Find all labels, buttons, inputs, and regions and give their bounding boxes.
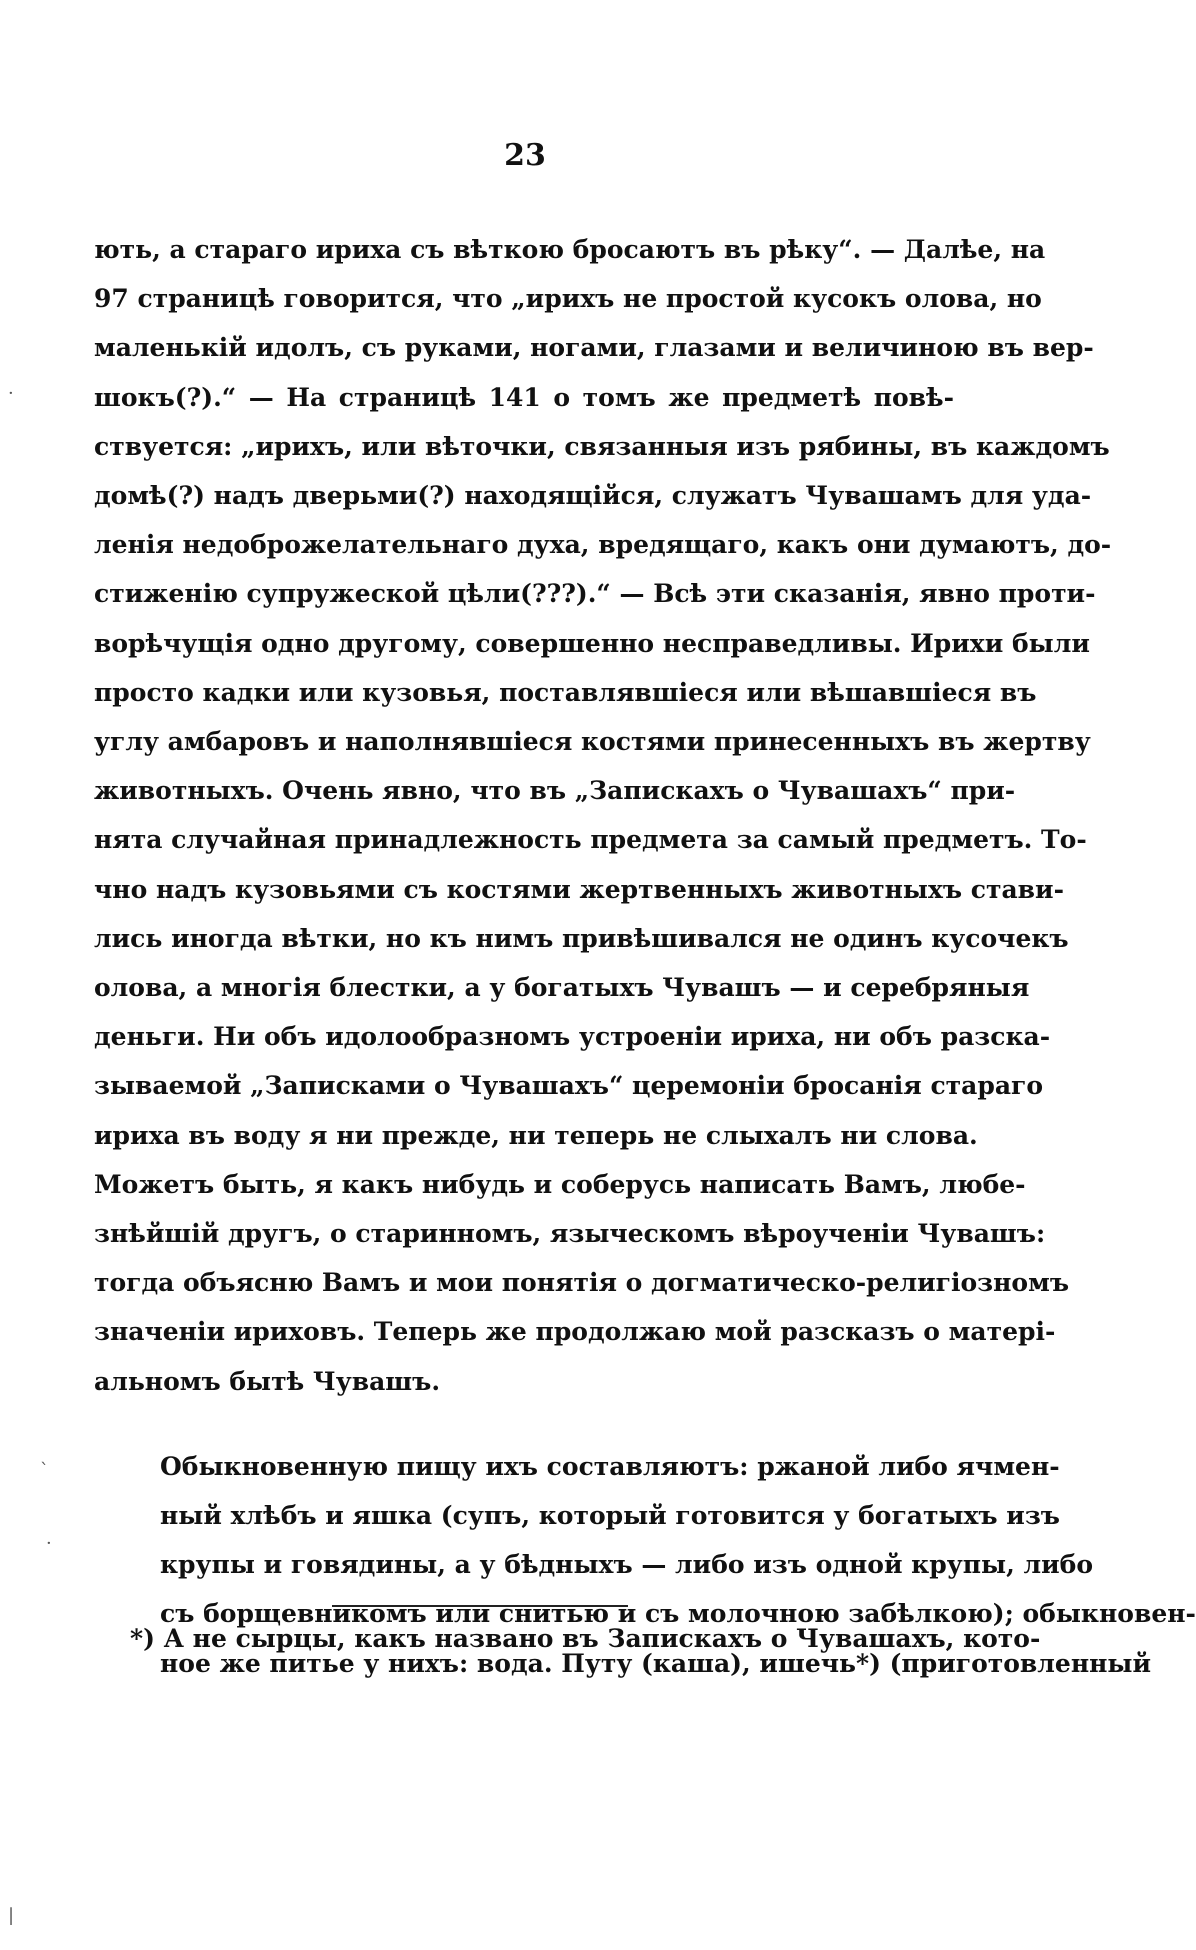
margin-mark: | xyxy=(8,1905,15,1926)
text-line: деньги. Ни объ идолообразномъ устроеніи ириха, ни объ разска- xyxy=(94,1022,1051,1052)
text-line: Можетъ быть, я какъ нибудь и соберусь написать Вамъ, любе- xyxy=(94,1169,1026,1199)
text-line: тогда объясню Вамъ и мои понятія о догматическо-религіозномъ xyxy=(94,1268,1069,1298)
text-line: маленькій идолъ, съ руками, ногами, глазами и величиною въ вер- xyxy=(94,333,1094,363)
text-line: крупы и говядины, а у бѣдныхъ — либо изъ одной крупы, либо xyxy=(160,1550,1094,1580)
margin-mark: · xyxy=(46,1533,52,1554)
text-line: значеніи ириховъ. Теперь же продолжаю мой разсказъ о матері- xyxy=(94,1317,1056,1347)
text-line: шокъ(?).“ — На страницѣ 141 о томъ же предметѣ повѣ- xyxy=(94,382,954,412)
body-text xyxy=(94,225,1196,1688)
margin-mark: · xyxy=(8,383,14,404)
text-line: ириха въ воду я ни прежде, ни теперь не слыхалъ ни слова. xyxy=(94,1120,978,1150)
margin-mark: ˋ xyxy=(40,1460,49,1481)
text-line: ленія недоброжелательнаго духа, вредящаго, какъ они думаютъ, до- xyxy=(94,530,1112,560)
text-line: нята случайная принадлежность предмета за самый предметъ. То- xyxy=(94,825,1087,855)
text-line: домѣ(?) надъ дверьми(?) находящійся, служатъ Чувашамъ для уда- xyxy=(94,481,1092,511)
text-line: альномъ бытѣ Чувашъ. xyxy=(94,1366,441,1396)
paragraph-1 xyxy=(94,225,1112,1406)
text-line: съ борщевникомъ или снитью и съ молочною забѣлкою); обыкновен- xyxy=(160,1599,1196,1629)
text-line: ствуется: „ирихъ, или вѣточки, связанныя изъ рябины, въ каждомъ xyxy=(94,431,1110,461)
text-line: знѣйшій другъ, о старинномъ, языческомъ вѣроученіи Чувашъ: xyxy=(94,1219,1046,1249)
text-line: олова, а многія блестки, а у богатыхъ Чувашъ — и серебряныя xyxy=(94,973,1030,1003)
text-line: чно надъ кузовьями съ костями жертвенныхъ животныхъ стави- xyxy=(94,874,1064,904)
text-line: стиженію супружеской цѣли(???).“ — Всѣ эти сказанія, явно проти- xyxy=(94,579,1096,609)
footnote: *) А не сырцы, какъ названо въ Запискахъ о Чувашахъ, кото- xyxy=(130,1624,1041,1653)
text-line: животныхъ. Очень явно, что въ „Запискахъ о Чувашахъ“ при- xyxy=(94,776,1016,806)
text-line: 97 страницѣ говорится, что „ирихъ не простой кусокъ олова, но xyxy=(94,284,1042,314)
text-line: ный хлѣбъ и яшка (супъ, который готовится у богатыхъ изъ xyxy=(160,1501,1060,1531)
text-line: зываемой „Записками о Чувашахъ“ церемоніи бросанія стараго xyxy=(94,1071,1044,1101)
footnote-separator xyxy=(332,1605,628,1607)
text-line: углу амбаровъ и наполнявшіеся костями принесенныхъ въ жертву xyxy=(94,727,1091,757)
text-line: ное же питье у нихъ: вода. Путу (каша), ишечь*) (приготовленный xyxy=(160,1648,1152,1678)
text-line: ворѣчущія одно другому, совершенно несправедливы. Ирихи были xyxy=(94,628,1090,658)
text-line: просто кадки или кузовья, поставлявшіеся или вѣшавшіеся въ xyxy=(94,677,1037,707)
page-number: 23 xyxy=(504,138,546,173)
text-line: ють, а стараго ириха съ вѣткою бросаютъ въ рѣку“. — Далѣе, на xyxy=(94,235,1046,264)
text-line: Обыкновенную пищу ихъ составляютъ: ржаной либо ячмен- xyxy=(160,1451,1060,1481)
text-line: лись иногда вѣтки, но къ нимъ привѣшивался не одинъ кусочекъ xyxy=(94,923,1069,953)
